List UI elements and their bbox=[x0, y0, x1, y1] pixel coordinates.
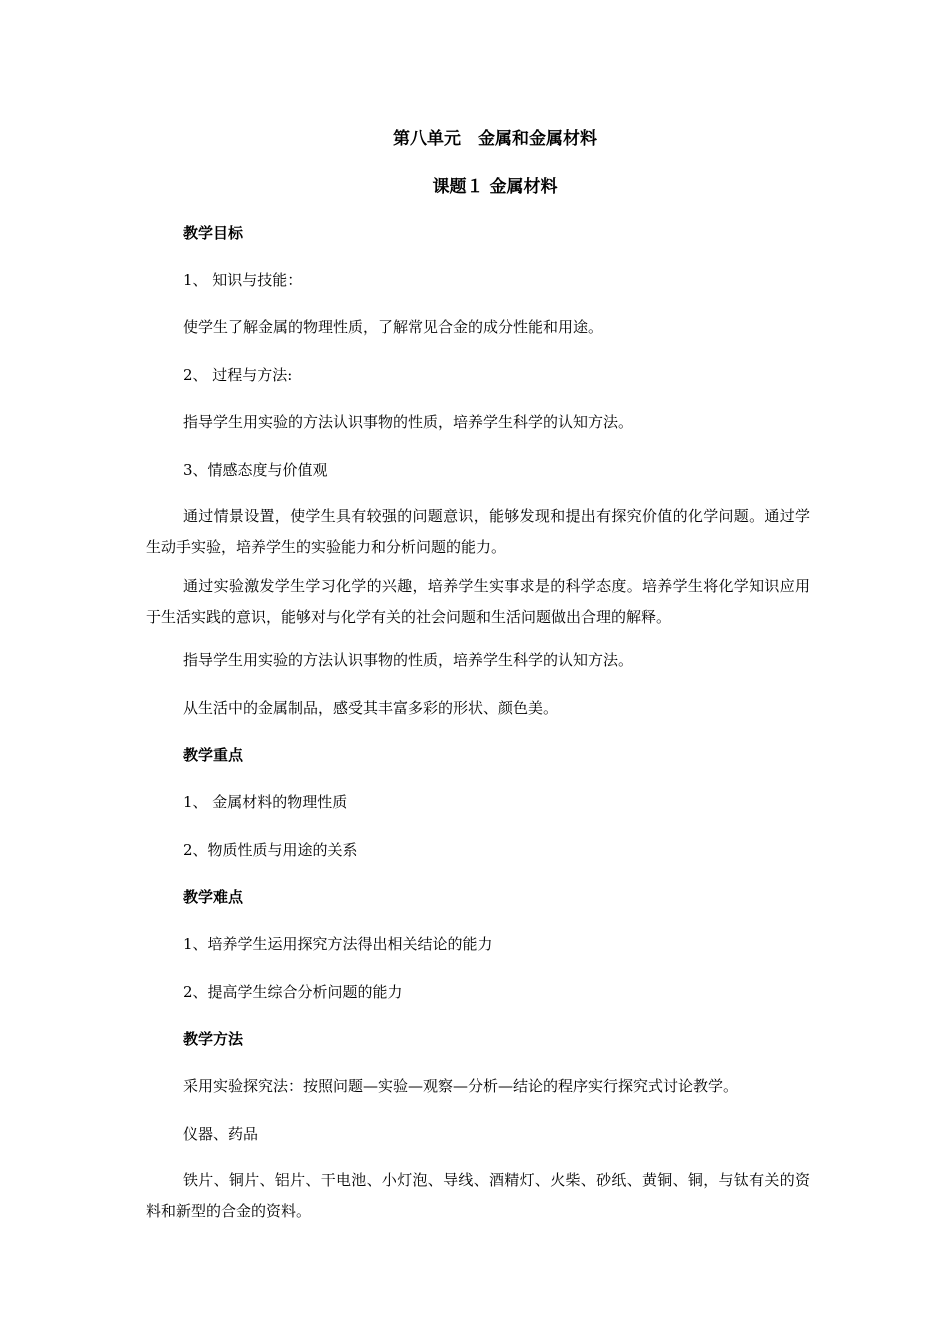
unit-title: 第八单元 金属和金属材料 bbox=[393, 129, 597, 149]
key-point-1: 1、 金属材料的物理性质 bbox=[183, 793, 348, 811]
materials-heading: 仪器、药品 bbox=[183, 1125, 259, 1143]
methods-text: 采用实验探究法：按照问题—实验—观察—分析—结论的程序实行探究式讨论教学。 bbox=[183, 1077, 739, 1095]
goal-item-1-text: 使学生了解金属的物理性质，了解常见合金的成分性能和用途。 bbox=[183, 318, 604, 336]
materials-text: 铁片、铜片、铝片、干电池、小灯泡、导线、酒精灯、火柴、砂纸、黄铜、铜，与钛有关的资料和新型的合金的资料。 bbox=[146, 1171, 810, 1220]
goal-item-1: 1、 知识与技能： bbox=[183, 271, 303, 289]
goal-item-3: 3、情感态度与价值观 bbox=[183, 461, 328, 479]
goal-item-2: 2、 过程与方法: bbox=[183, 366, 293, 384]
methods-heading: 教学方法 bbox=[183, 1030, 244, 1048]
goal-item-2-text: 指导学生用实验的方法认识事物的性质，培养学生科学的认知方法。 bbox=[183, 413, 634, 431]
difficulty-1: 1、培养学生运用探究方法得出相关结论的能力 bbox=[183, 935, 493, 953]
lesson-title: 课题１ 金属材料 bbox=[432, 177, 558, 197]
difficulties-heading: 教学难点 bbox=[183, 888, 244, 906]
goal-paragraph-1: 通过情景设置，使学生具有较强的问题意识，能够发现和提出有探究价值的化学问题。通过学生动手实验，培养学生的实验能力和分析问题的能力。 bbox=[146, 507, 810, 556]
goals-heading: 教学目标 bbox=[183, 224, 244, 242]
key-point-2: 2、物质性质与用途的关系 bbox=[183, 841, 358, 859]
key-points-heading: 教学重点 bbox=[183, 746, 244, 764]
goal-line-2: 从生活中的金属制品，感受其丰富多彩的形状、颜色美。 bbox=[183, 699, 559, 717]
goal-paragraph-2: 通过实验激发学生学习化学的兴趣，培养学生实事求是的科学态度。培养学生将化学知识应用于生活实践的意识，能够对与化学有关的社会问题和生活问题做出合理的解释。 bbox=[146, 577, 810, 626]
goal-line-1: 指导学生用实验的方法认识事物的性质，培养学生科学的认知方法。 bbox=[183, 651, 634, 669]
difficulty-2: 2、提高学生综合分析问题的能力 bbox=[183, 983, 403, 1001]
